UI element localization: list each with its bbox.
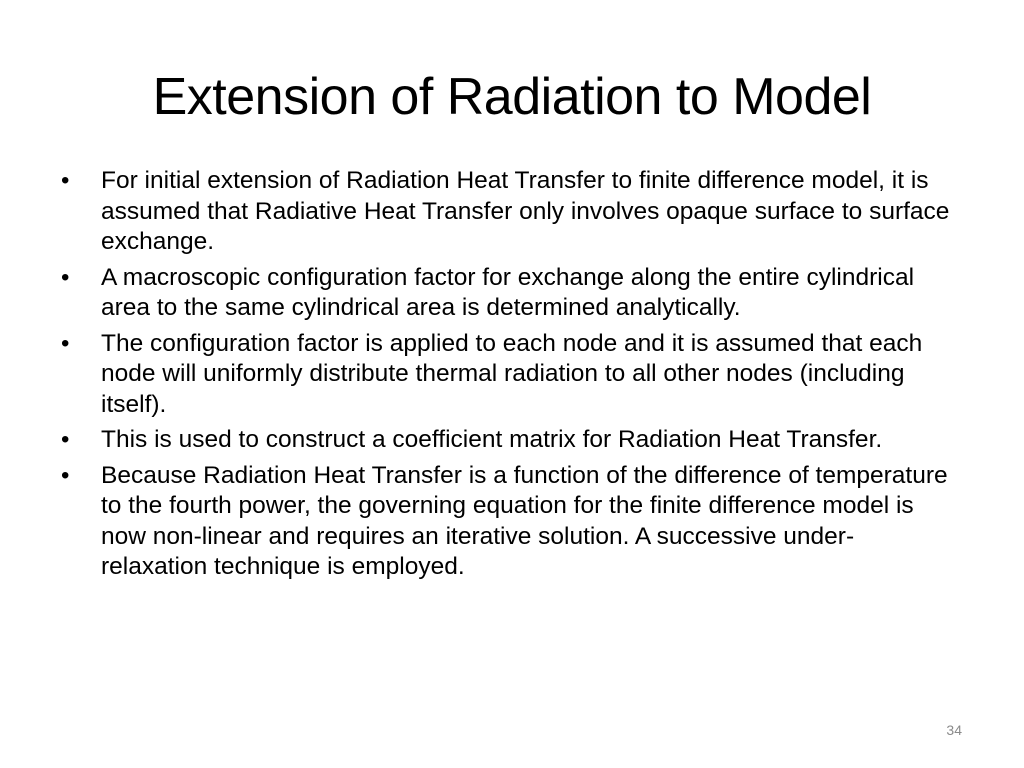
bullet-list: [55, 166, 955, 588]
slide-title: Extension of Radiation to Model: [152, 68, 872, 126]
slide-number: 34: [946, 722, 962, 738]
bullet-dot-icon: •: [61, 426, 70, 453]
bullet-dot-icon: •: [61, 263, 70, 291]
bullet-item: [55, 329, 955, 421]
bullet-dot-icon: •: [61, 461, 70, 489]
bullet-item: [55, 263, 955, 324]
bullet-text: A macroscopic configuration factor for exchange along the entire cylindrical area to the same cylindrical area is determined analytically.: [101, 263, 915, 321]
bullet-item: [55, 425, 955, 456]
bullet-text: The configuration factor is applied to each node and it is assumed that each node will uniformly distribute thermal radiation to all other nodes (including itself).: [101, 329, 923, 418]
bullet-dot-icon: •: [61, 167, 70, 194]
bullet-text: This is used to construct a coefficient matrix for Radiation Heat Transfer.: [101, 426, 883, 453]
bullet-dot-icon: •: [61, 329, 70, 357]
bullet-text: Because Radiation Heat Transfer is a function of the difference of temperature to the fourth power, the governing equation for the finite difference model is now non-linear and requires an iterative solution. A successive under-relaxation technique is employed.: [101, 461, 948, 580]
bullet-item: [55, 461, 955, 583]
bullet-text: For initial extension of Radiation Heat Transfer to finite difference model, it is assumed that Radiative Heat Transfer only involves opaque surface to surface exchange.: [101, 167, 950, 255]
bullet-item: [55, 166, 955, 258]
